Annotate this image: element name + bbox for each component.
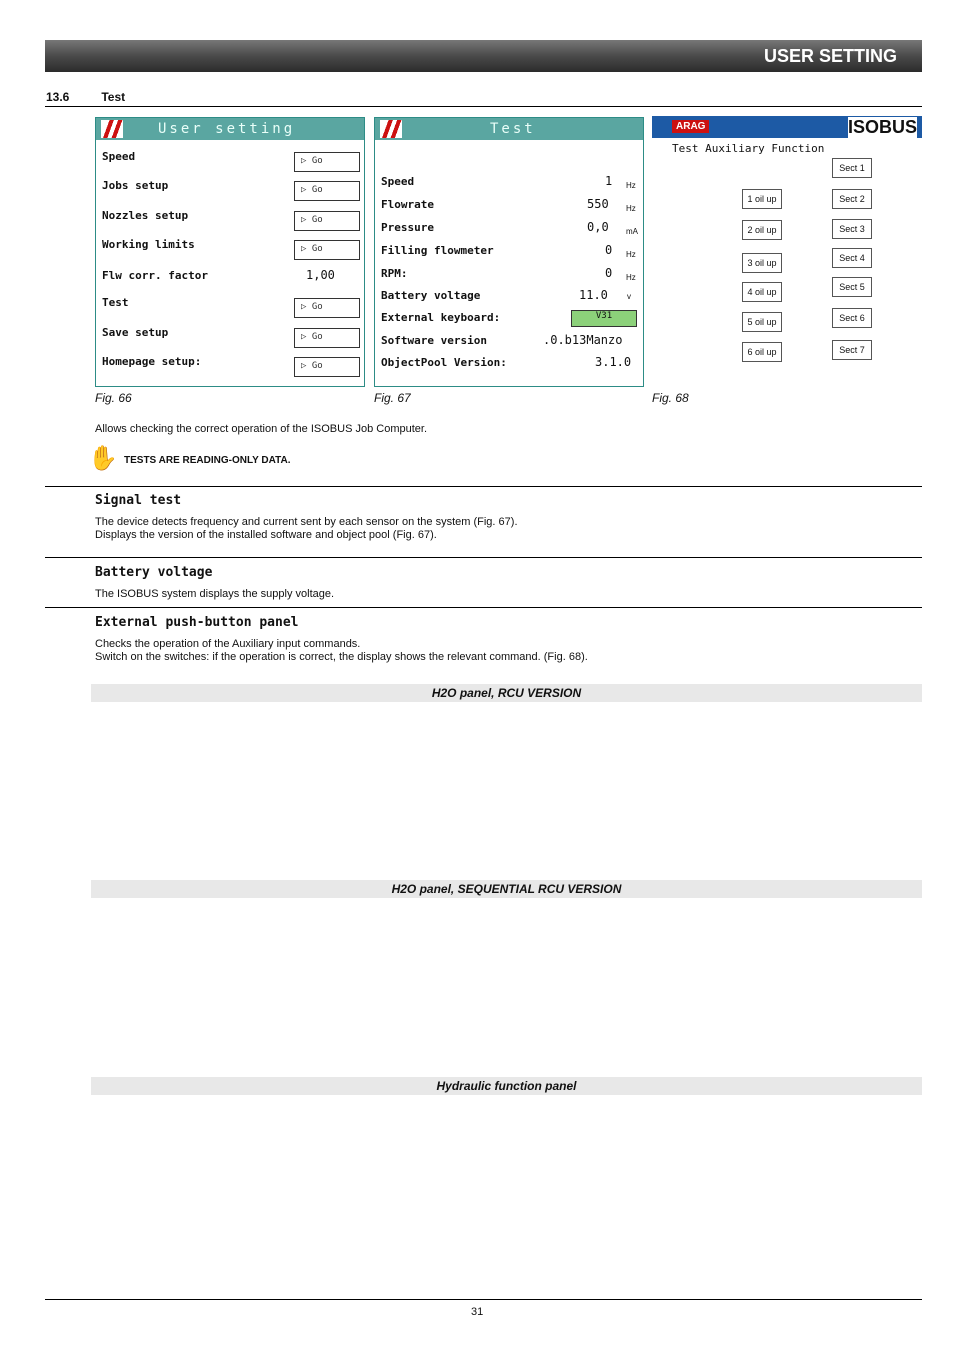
menu-save-setup[interactable]: Save setup [102, 326, 169, 339]
fig-caption: Fig. 68 [652, 391, 689, 405]
row-value: 0 [605, 266, 613, 280]
divider [45, 106, 922, 107]
go-button[interactable] [294, 357, 360, 377]
go-button[interactable] [294, 152, 360, 172]
external-panel-heading: External push-button panel [95, 615, 299, 630]
divider [45, 607, 922, 608]
row-label: Flowrate [381, 198, 434, 211]
divider [45, 1299, 922, 1300]
chip-5oilup: 5 oil up [742, 312, 782, 332]
fig-caption: Fig. 67 [374, 391, 411, 405]
go-button[interactable] [294, 181, 360, 201]
chip-sect5: Sect 5 [832, 277, 872, 297]
chip-sect2: Sect 2 [832, 189, 872, 209]
chip-4oilup: 4 oil up [742, 282, 782, 302]
section-title: 13.6 Test [46, 90, 126, 104]
software-value: .0.b13Manzo [543, 333, 623, 347]
band-h2o-seq: H2O panel, SEQUENTIAL RCU VERSION [91, 880, 922, 898]
row-label: Pressure [381, 221, 434, 234]
row-value: 550 [587, 197, 609, 211]
note-text: TESTS ARE READING-ONLY DATA. [124, 455, 291, 466]
chip-sect7: Sect 7 [832, 340, 872, 360]
row-label: Filling flowmeter [381, 244, 494, 257]
fig-caption: Fig. 66 [95, 391, 132, 405]
factor-value: 1,00 [306, 268, 335, 282]
menu-nozzles-setup[interactable]: Nozzles setup [102, 209, 189, 222]
hand-icon: ✋ [88, 445, 118, 472]
menu-jobs-setup[interactable]: Jobs setup [102, 179, 169, 192]
row-label: ObjectPool Version: [381, 356, 507, 369]
row-value: 11.0 [579, 288, 608, 302]
intro-text: Allows checking the correct operation of the ISOBUS Job Computer. [95, 423, 427, 435]
menu-flw-factor: Flw corr. factor [102, 269, 208, 282]
aux-function-screen [652, 116, 922, 386]
row-unit: Hz [626, 273, 636, 282]
chip-sect4: Sect 4 [832, 248, 872, 268]
row-unit: Hz [626, 181, 636, 190]
signal-test-heading: Signal test [95, 493, 182, 508]
row-value: 0,0 [587, 220, 609, 234]
row-label: Speed [381, 175, 415, 188]
external-text-1: Checks the operation of the Auxiliary input commands. [95, 638, 361, 650]
row-label: Software version [381, 334, 487, 347]
signal-text-2: Displays the version of the installed software and object pool (Fig. 67). [95, 529, 437, 541]
menu-test[interactable]: Test [102, 296, 129, 309]
chip-2oilup: 2 oil up [742, 220, 782, 240]
page-number: 31 [471, 1306, 484, 1318]
chip-1oilup: 1 oil up [742, 189, 782, 209]
battery-text: The ISOBUS system displays the supply voltage. [95, 588, 335, 600]
chip-6oilup: 6 oil up [742, 342, 782, 362]
test-screen: Test Speed 1 Hz Flowrate 550 Hz Pressure 0,0 mA Filling flowmeter 0 Hz RPM: 0 Hz Battery voltage 11.0 v External keyboard: V31 Software version .0.b13Manzo ObjectPool Version: 3.1.0 [374, 117, 644, 387]
chip-sect3: Sect 3 [832, 219, 872, 239]
external-text-2: Switch on the switches: if the operation is correct, the display shows the relevant command. (Fig. 68). [95, 651, 588, 663]
keyboard-value: V31 [571, 310, 637, 327]
row-unit: Hz [626, 250, 636, 259]
go-button[interactable] [294, 328, 360, 348]
go-button[interactable] [294, 211, 360, 231]
menu-speed[interactable]: Speed [102, 150, 136, 163]
row-label: RPM: [381, 267, 408, 280]
divider [45, 486, 922, 487]
row-unit: Hz [626, 204, 636, 213]
row-value: 0 [605, 243, 613, 257]
band-hydraulic: Hydraulic function panel [91, 1077, 922, 1095]
divider [45, 557, 922, 558]
menu-homepage-setup[interactable]: Homepage setup: [102, 355, 202, 368]
arag-logo-icon [101, 120, 123, 138]
header-title: USER SETTING [763, 46, 897, 66]
row-label: External keyboard: [381, 311, 501, 324]
menu-working-limits[interactable]: Working limits [102, 238, 195, 251]
band-h2o-rcu: H2O panel, RCU VERSION [91, 684, 922, 702]
chip-sect6: Sect 6 [832, 308, 872, 328]
signal-text-1: The device detects frequency and current sent by each sensor on the system (Fig. 67). [95, 516, 518, 528]
row-value: 1 [605, 174, 613, 188]
user-setting-screen: User setting Speed ▷ Go Jobs setup ▷ Go Nozzles setup ▷ Go Working limits ▷ Go Flw corr. factor 1,00 Test ▷ Go Save setup ▷ Go Homepage setup: ▷ Go [95, 117, 365, 387]
aux-title: Test Auxiliary Function [672, 142, 825, 155]
chip-sect1: Sect 1 [832, 158, 872, 178]
go-button[interactable] [294, 298, 360, 318]
row-unit: mA [626, 227, 638, 236]
battery-heading: Battery voltage [95, 565, 213, 580]
objpool-value: 3.1.0 [595, 355, 632, 369]
row-label: Battery voltage [381, 289, 481, 302]
arag-logo-icon [380, 120, 402, 138]
chip-3oilup: 3 oil up [742, 253, 782, 273]
go-button[interactable] [294, 240, 360, 260]
isobus-logo: ISOBUS [847, 117, 917, 137]
page-header [45, 40, 922, 72]
row-unit: v [627, 292, 631, 301]
arag-logo: ARAG [672, 120, 709, 133]
